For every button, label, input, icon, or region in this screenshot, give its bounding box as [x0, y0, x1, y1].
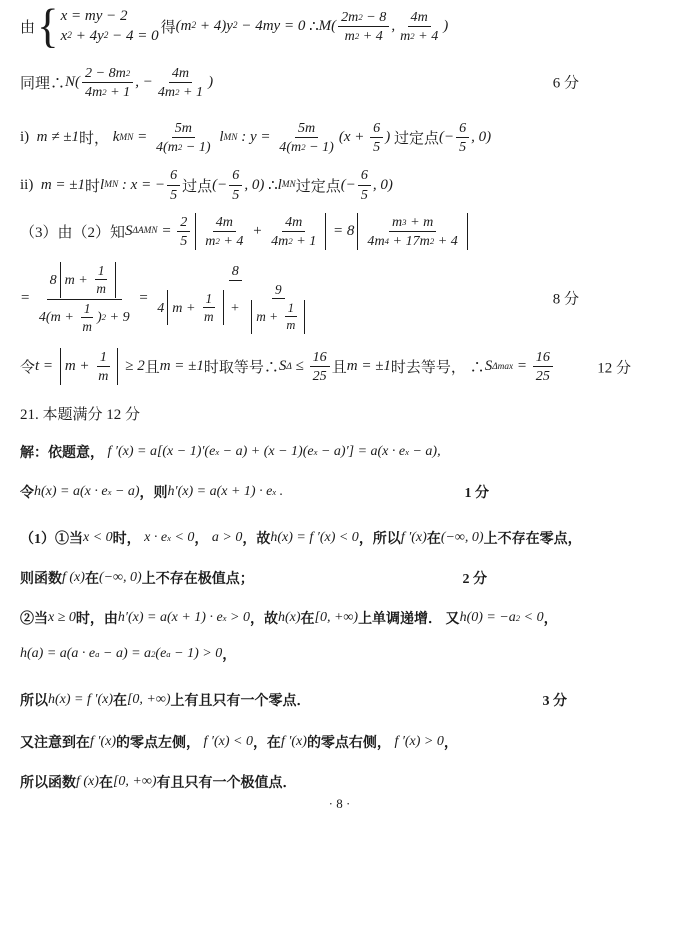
score-badge: 1 分 — [464, 486, 489, 502]
math-run: m + — [64, 358, 94, 375]
math-run: m — [205, 232, 216, 249]
text-run: ，所以 — [358, 532, 401, 548]
math-run: + 4 — [359, 27, 383, 44]
math-run: h(x) — [277, 610, 301, 626]
fraction: 5m 4(m 2 − 1) — [156, 119, 211, 156]
fraction — [201, 291, 217, 324]
math-run: 6 — [459, 119, 467, 136]
math-run: 8 — [231, 262, 239, 279]
page-number: · 8 · — [328, 796, 351, 812]
math-run: 4m — [215, 213, 233, 230]
math-run: M( — [318, 17, 337, 34]
text-run: ②当 — [20, 612, 48, 628]
absolute-value — [251, 300, 305, 334]
fraction — [154, 263, 316, 334]
math-run: ) — [208, 73, 214, 90]
math-run: 5m — [174, 119, 192, 136]
math-run: 4m — [271, 232, 289, 249]
text-run: 时， — [112, 532, 145, 548]
text-run: 时 — [85, 178, 101, 195]
math-run: 16 — [535, 349, 550, 366]
math-run: = — [133, 129, 151, 146]
math-run: f ′(x) < 0 — [203, 734, 253, 750]
text-run: ，故 — [242, 532, 271, 548]
text-run: 所以 — [20, 694, 48, 710]
math-run: 4m — [367, 232, 385, 249]
math-run: + 4 — [414, 27, 439, 44]
math-run: : x = − — [118, 176, 166, 193]
cases-row — [61, 8, 128, 25]
math-run: m — [82, 318, 92, 334]
fraction — [310, 349, 330, 384]
math-run: x = my − 2 — [60, 7, 128, 24]
math-run: m — [344, 27, 355, 44]
math-run: m — [96, 281, 106, 297]
math-run: 4(m + — [38, 309, 78, 326]
math-run: + 4)y — [196, 17, 233, 34]
math-run: + 4 — [219, 232, 244, 249]
math-run: , − — [135, 73, 153, 90]
formula-line-sign-change — [0, 732, 679, 752]
formula-content: 解：依题意， f ′(x) = a[(x − 1)′(e x − a) + (x − 1)(e x − a)′] = a(x · e x − a), — [20, 444, 441, 462]
math-run: + 1 — [292, 232, 317, 249]
fraction — [283, 301, 298, 333]
text-run: 时， — [78, 131, 113, 148]
math-run: + 4 — [434, 232, 458, 249]
math-run: f ′(x) = a[(x − 1)′(e — [107, 444, 216, 460]
math-run: < 0 — [170, 530, 195, 546]
math-run: (e — [155, 646, 167, 662]
math-run: m = ±1 — [40, 176, 86, 193]
problem-21-header — [0, 403, 679, 424]
math-run: m — [204, 309, 214, 325]
math-run: t = — [35, 358, 57, 375]
math-run: − a), — [408, 444, 441, 460]
math-run: + 1 — [106, 83, 131, 100]
fraction — [229, 167, 242, 202]
math-run: + m — [406, 213, 434, 230]
text-run: 在 — [84, 572, 99, 588]
math-run: 6 — [373, 119, 381, 136]
math-run: N( — [65, 73, 81, 90]
formula-content: ②当 x ≥ 0 时，由 h′(x) = a(x + 1) · e x > 0 ，故 h(x) 在 [0, +∞) 上单调递增． 又 h(0) = −a 2 < 0 ， — [20, 610, 558, 628]
math-run: m + — [172, 299, 200, 316]
math-run: , 0) — [244, 176, 269, 193]
math-run: 5 — [459, 139, 467, 156]
text-run: 且 — [331, 360, 347, 377]
math-run: f ′(x) > 0 — [394, 734, 444, 750]
text-run: 上单调递增． 又 — [358, 612, 460, 628]
text-run: 时取等号∴ — [203, 360, 279, 377]
formula-content — [20, 732, 458, 752]
math-run: m + — [256, 309, 282, 325]
formula-content — [20, 262, 318, 334]
math-run: − 1) — [182, 139, 211, 156]
math-run: ) — [385, 129, 394, 146]
math-run: (− — [212, 176, 228, 193]
math-run: 8 — [49, 271, 57, 288]
formula-line-case1 — [0, 528, 679, 548]
text-run: 得 — [160, 19, 176, 36]
text-run: ，故 — [249, 612, 278, 628]
formula-line-max-area — [0, 348, 679, 385]
formula-line-eq-N — [0, 65, 679, 100]
math-run: = — [20, 289, 34, 306]
math-run: 4m — [157, 83, 176, 100]
text-run: ，则 — [139, 486, 168, 502]
math-run: = 8 — [329, 222, 355, 239]
math-run: 1 — [287, 301, 294, 315]
formula-line-area-simplified — [0, 262, 679, 334]
score-badge: 3 分 — [542, 694, 567, 710]
math-run: 4m — [410, 8, 428, 25]
math-run: ≥ 2 — [121, 358, 145, 375]
formula-line-case2 — [0, 608, 679, 628]
formula-line-eq-system — [0, 0, 679, 53]
math-run: a > 0 — [211, 530, 243, 546]
score-badge: 2 分 — [462, 572, 487, 588]
math-run: m — [400, 27, 411, 44]
math-run: f (x) — [76, 774, 99, 790]
formula-line-case-ii — [0, 167, 679, 202]
math-run: − 1) — [305, 139, 334, 156]
math-run: m ≠ ±1 — [36, 129, 79, 146]
math-run: 5 — [180, 232, 188, 249]
math-run: h(a) = a(a · e — [20, 646, 96, 662]
math-run: 5 — [170, 186, 178, 203]
math-run: S — [278, 358, 287, 375]
absolute-value — [60, 262, 116, 297]
text-run: 在 — [98, 776, 113, 792]
fraction: 4m m 2 + 4 — [400, 8, 439, 44]
text-run: 上不存在极值点； — [141, 572, 254, 588]
cases-brace — [37, 0, 159, 53]
math-run: = — [157, 222, 176, 239]
math-run: 4m — [85, 83, 103, 100]
math-run: − a) + (x − 1)(e — [219, 444, 314, 460]
math-run: h′(x) = a(x + 1) · e — [167, 484, 273, 500]
math-run: k — [112, 129, 120, 146]
absolute-value — [60, 348, 119, 385]
math-run: (− — [438, 129, 455, 146]
fraction — [456, 120, 469, 155]
math-run: 2 — [180, 213, 188, 230]
formula-content: h(a) = a(a · e a − a) = a 2 (e a − 1) > 0 ， — [20, 646, 237, 664]
math-run: + — [226, 299, 244, 316]
math-run: − 4my = 0 — [237, 17, 310, 34]
math-run: , 0) — [471, 129, 492, 146]
math-run: 4(m — [156, 139, 178, 156]
math-run: [0, +∞) — [112, 774, 157, 790]
math-run: 16 — [312, 349, 327, 366]
fraction: 2m 2 − 8 m 2 + 4 — [338, 9, 389, 44]
text-run: 在 — [300, 612, 315, 628]
math-run: 1 — [83, 300, 91, 316]
fraction: 8 m + $\frac{1}{m}$ 4(m + $\frac{1}{m}$ ) 2 + 9 — [38, 263, 130, 334]
left-brace: { — [37, 0, 59, 53]
fraction: 5m 4(m 2 − 1) — [279, 119, 334, 156]
text-run: 令 — [20, 486, 34, 502]
math-run: ) — [443, 17, 449, 34]
math-run: − 1) > 0 — [170, 646, 223, 662]
fraction: 4m 4m 2 + 1 — [271, 213, 317, 249]
math-run: > 0 — [226, 610, 250, 626]
math-run: 2 − 8m — [85, 64, 126, 81]
math-run: f ′(x) — [400, 530, 427, 546]
math-run: 4(m — [279, 139, 302, 156]
math-run: . — [276, 484, 284, 500]
text-run: 过点 — [182, 178, 213, 195]
math-run: 25 — [312, 368, 327, 385]
fraction — [167, 167, 180, 202]
formula-line-h-def — [0, 482, 679, 502]
formula-line-area — [0, 213, 679, 250]
text-run: ， — [543, 612, 558, 628]
text-run: 由 — [20, 19, 36, 36]
text-run: 且 — [144, 360, 160, 377]
text-run: 所以函数 — [20, 776, 76, 792]
math-run: 1 — [205, 290, 213, 306]
fraction — [93, 263, 109, 296]
math-run: 4m — [171, 64, 190, 81]
math-run: f (x) — [62, 570, 85, 586]
fraction: 4m m 2 + 4 — [205, 213, 244, 249]
math-run: − 4 = 0 — [108, 27, 159, 44]
text-run: ∴ — [309, 18, 319, 35]
math-run: h′(x) = a(x + 1) · e — [117, 610, 223, 626]
math-run: h(0) = −a — [459, 610, 516, 626]
math-run: + — [248, 222, 267, 239]
fraction — [370, 120, 383, 155]
math-run: m — [98, 368, 109, 385]
formula-line-no-extremum — [0, 568, 679, 588]
math-run: ) — [96, 309, 102, 326]
formula-content: 由 { x = my − 2 x 2 + 4y 2 − 4 = 0 得 (m 2 + 4)y 2 − 4my = 0 ∴ M( 2m 2 − 8 m 2 + 4 , 4m m 2 + 4 ) — [20, 0, 449, 53]
text-run: 时去等号， ∴ — [390, 360, 485, 377]
text-run: 在 — [426, 532, 441, 548]
math-run: l — [277, 176, 282, 193]
math-run: (−∞, 0) — [440, 530, 484, 546]
math-run: 6 — [360, 167, 368, 184]
score-badge: 12 分 — [597, 360, 631, 377]
math-run: m — [391, 213, 403, 230]
math-run: 6 — [232, 167, 240, 184]
math-run: [0, +∞) — [314, 610, 359, 626]
absolute-value — [357, 213, 467, 250]
cases-row: x 2 + 4y 2 − 4 = 0 — [60, 27, 159, 44]
math-run: 9 — [274, 281, 282, 297]
math-run: ≤ — [291, 358, 308, 375]
text-run: 时，由 — [75, 612, 118, 628]
math-run: m + — [64, 271, 92, 288]
text-run: 的零点右侧， — [306, 736, 395, 752]
text-run: ，在 — [252, 736, 281, 752]
math-run: m = ±1 — [159, 358, 204, 375]
math-run: 1 — [97, 263, 105, 279]
math-run: , 0) — [372, 176, 393, 193]
text-run: 有且只有一个极值点． — [156, 776, 297, 792]
formula-content — [20, 568, 254, 588]
math-run: x < 0 — [83, 530, 113, 546]
math-run: 25 — [535, 368, 550, 385]
math-run: = — [134, 289, 153, 306]
text-run: 又注意到在 — [20, 736, 90, 752]
score-badge: 8 分 — [552, 291, 579, 308]
math-run: h(x) = a(x · e — [34, 484, 108, 500]
math-run: − a)′] = a(x · e — [317, 444, 406, 460]
text-run: 则函数 — [20, 572, 62, 588]
math-run: (− — [340, 176, 356, 193]
text-run: ， — [443, 736, 458, 752]
math-run: = — [513, 358, 531, 375]
formula-content: （1）①当 x < 0 时， x · e x < 0 ， a > 0 ，故 h(x) = f ′(x) < 0 ，所以 f ′(x) 在 (−∞, 0) 上不存在零点， — [20, 530, 582, 548]
math-run: l — [100, 176, 105, 193]
fraction — [245, 282, 311, 334]
math-run: S — [484, 358, 493, 375]
formula-content: 令 h(x) = a(x · e x − a) ，则 h′(x) = a(x + 1) · e x . — [20, 484, 284, 502]
fraction: m 3 + m 4m 4 + 17m 2 + 4 — [367, 213, 458, 249]
formula-line-case-i — [0, 120, 679, 155]
text-run: ， — [194, 532, 212, 548]
math-run: < 0 — [520, 610, 544, 626]
math-run: 5m — [297, 119, 316, 136]
formula-content — [20, 65, 213, 100]
fraction — [95, 349, 111, 384]
math-run: : y = — [237, 129, 275, 146]
text-run: 上不存在零点， — [483, 532, 582, 548]
math-run: m — [286, 318, 296, 333]
text-run: ∴ — [268, 177, 278, 194]
text-run: 令 — [20, 360, 36, 377]
text-run: 21. 本题满分 12 分 — [20, 407, 141, 424]
absolute-value — [167, 290, 223, 325]
formula-content: 令 t = m + $\frac{1}{m}$ ≥ 2 且 m = ±1 时取等号∴ S Δ ≤ $\frac{16}{25}$ 且 m = ±1 时去等号， ∴ S Δmax = $\frac{16}{25}$ — [20, 348, 555, 385]
math-run: 5 — [360, 186, 368, 203]
formula-line-derivative — [0, 442, 679, 462]
math-run: − a) — [111, 484, 140, 500]
formula-content: ii) m = ±1 时 l MN : x = − $\frac{6}{5}$ 过点 (− $\frac{6}{5}$ , 0) ∴ l MN 过定点 (− $\frac{6}{5}$ , 0) — [20, 167, 393, 203]
math-run: x ≥ 0 — [48, 610, 76, 626]
math-run: x · e — [144, 530, 168, 546]
text-run: 在 — [112, 694, 127, 710]
math-run: 4m — [285, 213, 303, 230]
text-run: （1）①当 — [20, 532, 83, 548]
fraction — [533, 349, 553, 384]
absolute-value — [195, 213, 326, 250]
math-run: − a) = a — [99, 646, 152, 662]
text-run: 过定点 — [393, 131, 439, 148]
math-run: h(x) = f ′(x) — [48, 692, 113, 708]
math-run: 5 — [373, 139, 381, 156]
text-run: 解：依题意， — [20, 446, 108, 462]
score-badge: 6 分 — [552, 75, 579, 92]
formula-line-one-extremum — [0, 772, 679, 792]
math-run: (m — [175, 17, 192, 34]
math-run: + 4y — [71, 27, 104, 44]
math-run: 6 — [170, 167, 178, 184]
math-run: f ′(x) — [90, 734, 116, 750]
fraction — [177, 214, 190, 249]
text-run: ， — [222, 648, 237, 664]
formula-content: i) m ≠ ±1 时， k MN = 5m 4(m 2 − 1) l MN : y = 5m 4(m 2 − 1) (x + $\frac{6}{5}$ ) 过定点 (− $\frac{6}{5}$ , 0) — [20, 119, 492, 156]
math-run: , — [391, 17, 396, 34]
math-run: x — [60, 27, 68, 44]
math-run: 5 — [232, 186, 240, 203]
math-run: − 8 — [362, 8, 387, 25]
formula-content — [20, 772, 296, 792]
header-content — [20, 403, 140, 424]
math-run: + 9 — [106, 309, 130, 326]
math-run: [0, +∞) — [126, 692, 171, 708]
math-run: h(x) = f ′(x) < 0 — [270, 530, 359, 546]
text-run: ii) — [20, 176, 41, 193]
fraction: 2 − 8m 2 4m 2 + 1 — [82, 65, 133, 100]
math-run: + 1 — [179, 83, 204, 100]
math-run: + 17m — [389, 232, 430, 249]
math-run: f ′(x) — [280, 734, 307, 750]
math-run: (x + — [338, 129, 369, 146]
formula-line-one-zero — [0, 690, 679, 710]
math-run: S — [125, 222, 133, 239]
fraction: 4m 4m 2 + 1 — [157, 64, 204, 100]
math-run: (−∞, 0) — [98, 570, 142, 586]
text-run: （3）由（2）知 — [20, 224, 126, 241]
math-run: l — [215, 129, 224, 146]
text-run: 的零点左侧， — [116, 736, 204, 752]
text-run: 过定点 — [295, 178, 341, 195]
text-run: i) — [20, 129, 37, 146]
math-run: m = ±1 — [346, 358, 391, 375]
math-run: 1 — [99, 349, 107, 366]
text-run: 上有且只有一个零点． — [170, 694, 311, 710]
formula-line-h-a — [0, 644, 679, 664]
text-run: 同理∴ — [20, 75, 66, 92]
math-run: 4 — [157, 299, 165, 316]
formula-content: （3）由（2）知 S ΔAMN = $\frac{2}{5}$ 4m m 2 + 4 + 4m 4m 2 + 1 = 8 m 3 + m 4m 4 + 17m 2 + 4 — [20, 213, 471, 250]
math-run: 2m — [341, 8, 359, 25]
fraction — [79, 301, 95, 334]
formula-content — [20, 690, 311, 710]
fraction — [358, 167, 371, 202]
